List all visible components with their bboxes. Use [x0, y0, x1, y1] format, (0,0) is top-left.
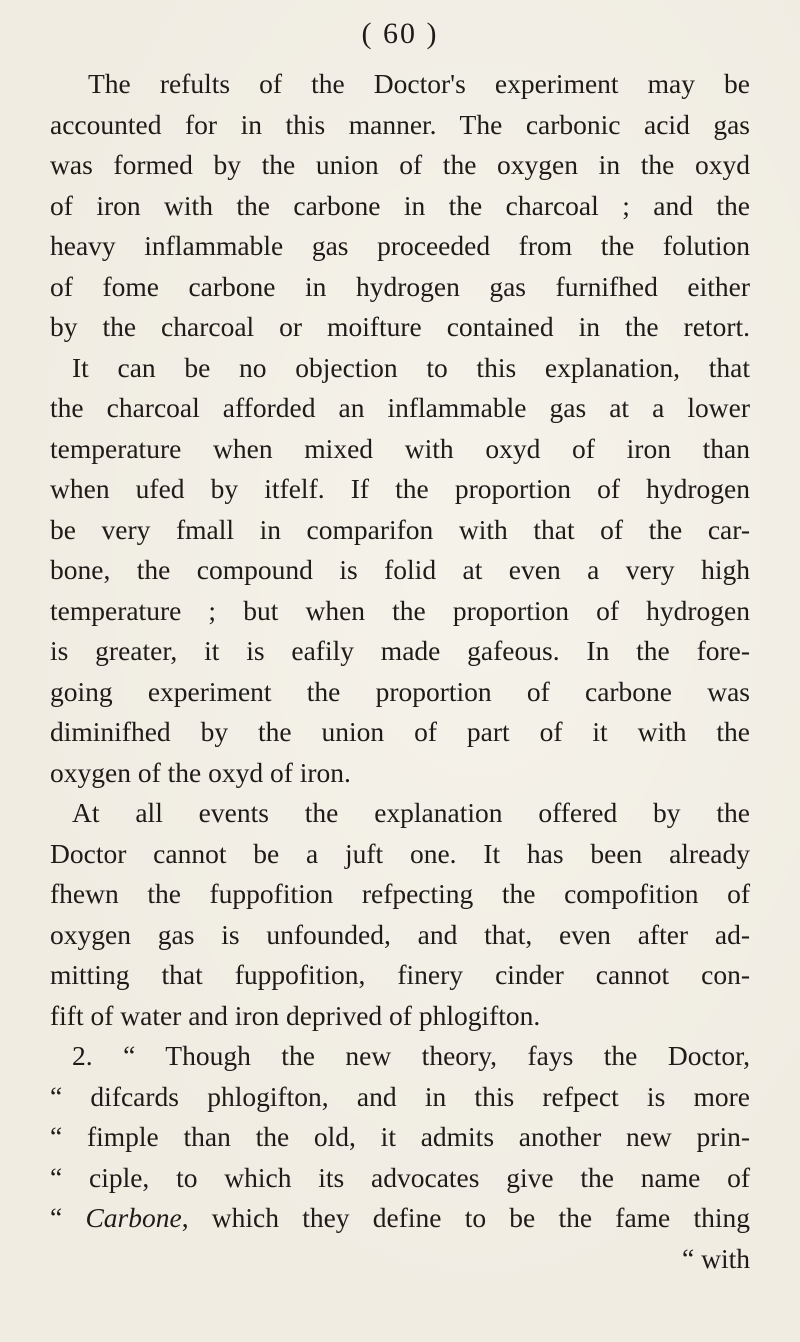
- text-line: It can be no objection to this explanation, that: [72, 351, 750, 383]
- text-line: is greater, it is eafily made gafeous. In the fore-: [50, 635, 750, 666]
- body-text: [50, 64, 750, 1279]
- text-line: was formed by the union of the oxygen in the oxyd: [50, 149, 750, 180]
- text-line: diminifhed by the union of part of it with the: [50, 716, 750, 747]
- text-line: At all events the explanation offered by the: [72, 797, 750, 828]
- text-line: going experiment the proportion of carbone was: [50, 675, 750, 707]
- text-line: the charcoal afforded an inflammable gas at a lower: [50, 392, 750, 423]
- catchword: “ with: [682, 1242, 750, 1274]
- text-line: be very fmall in comparifon with that of the car-: [50, 513, 750, 545]
- text-line: “ ciple, to which its advocates give the name of: [50, 1161, 750, 1193]
- text-line: oxygen of the oxyd of iron.: [50, 756, 351, 788]
- text-line: fift of water and iron deprived of phlogifton.: [50, 999, 541, 1031]
- text-line: 2. “ Though the new theory, fays the Doctor,: [72, 1040, 750, 1071]
- text-line: by the charcoal or moifture contained in the retort.: [50, 311, 750, 342]
- text-line: temperature when mixed with oxyd of iron than: [50, 432, 750, 464]
- text-line: “ difcards phlogifton, and in this refpect is more: [50, 1080, 750, 1112]
- text-line: oxygen gas is unfounded, and that, even after ad-: [50, 918, 750, 950]
- page-number: ( 60 ): [361, 17, 439, 50]
- text-line: “ Carbone, which they define to be the fame thing: [50, 1202, 750, 1233]
- text-line: accounted for in this manner. The carbonic acid gas: [50, 108, 750, 140]
- text-line: The refults of the Doctor's experiment may be: [88, 68, 750, 99]
- text-line: when ufed by itfelf. If the proportion of hydrogen: [50, 473, 750, 504]
- text-line: of fome carbone in hydrogen gas furnifhed either: [50, 270, 750, 302]
- text-line: fhewn the fuppofition refpecting the compofition of: [50, 878, 750, 909]
- text-line: temperature ; but when the proportion of hydrogen: [50, 594, 750, 626]
- text-line: of iron with the carbone in the charcoal ; and the: [50, 189, 750, 221]
- text-line: Doctor cannot be a juft one. It has been already: [50, 837, 750, 869]
- text-line: bone, the compound is folid at even a very high: [50, 554, 750, 585]
- text-line: heavy inflammable gas proceeded from the folution: [50, 230, 750, 261]
- text-line: “ fimple than the old, it admits another new prin-: [50, 1121, 750, 1152]
- text-line: mitting that fuppofition, finery cinder cannot con-: [50, 959, 750, 990]
